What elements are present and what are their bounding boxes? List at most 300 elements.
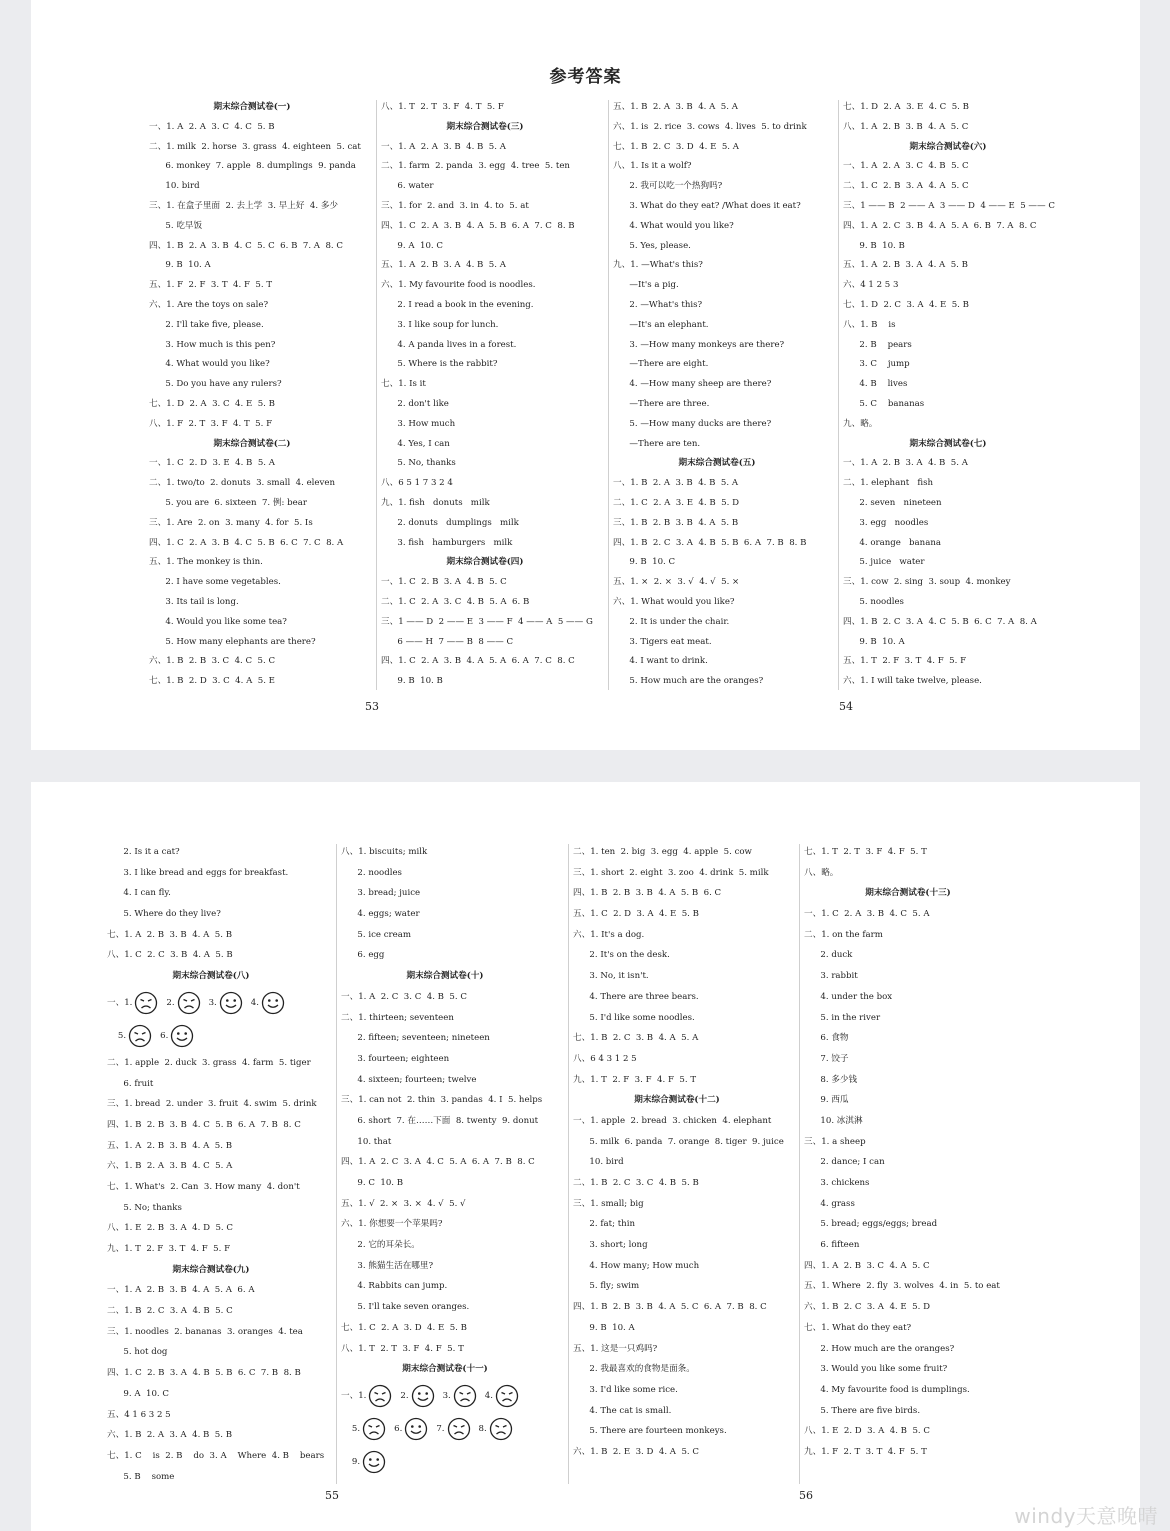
answer-line: 六、1. I will take twelve, please. xyxy=(843,676,982,687)
answer-line: 七、1. Is it xyxy=(381,379,426,390)
answer-line: 一、1. A 2. A 3. B 4. B 5. A xyxy=(381,141,506,152)
answer-line: 八、6 5 1 7 3 2 4 xyxy=(381,478,453,489)
answer-line: 7. 饺子 xyxy=(804,1053,849,1064)
answer-line: 一、1. apple 2. bread 3. chicken 4. elephant xyxy=(573,1115,772,1126)
answer-line: 3. How much is this pen? xyxy=(149,339,276,350)
answer-line: 3. rabbit xyxy=(804,971,858,982)
answer-line: —It's an elephant. xyxy=(613,319,709,330)
answer-number: 4. xyxy=(484,1391,493,1402)
answer-line: 5. 吃早饭 xyxy=(149,220,203,231)
answer-line: 二、1. milk 2. horse 3. grass 4. eighteen 5. cat xyxy=(149,141,361,152)
answer-line: 2. 它的耳朵长。 xyxy=(341,1240,420,1251)
emoji-answer xyxy=(251,991,285,1015)
answer-line: 8. 多少钱 xyxy=(804,1074,858,1085)
answer-line: 一、1. C 2. B 3. A 4. B 5. C xyxy=(381,577,507,588)
answer-line: 3. I like soup for lunch. xyxy=(381,319,499,330)
answer-line: 6. short 7. 在……下面 8. twenty 9. donut xyxy=(341,1115,539,1126)
answer-line: 5. How many elephants are there? xyxy=(149,636,316,647)
answer-line: 八、1. B is xyxy=(843,319,896,330)
answer-line: 五、1. Where 2. fly 3. wolves 4. in 5. to eat xyxy=(804,1281,1000,1292)
emoji-answer xyxy=(436,1417,470,1441)
sad-face-icon xyxy=(177,991,201,1015)
answer-line: 9. B 10. A xyxy=(149,260,211,271)
answer-line: 5. in the river xyxy=(804,1012,881,1023)
answer-line: 3. No, it isn't. xyxy=(573,971,649,982)
answer-line: 九、1. —What's this? xyxy=(613,260,703,271)
emoji-answer xyxy=(394,1417,428,1441)
sad-face-icon xyxy=(489,1417,513,1441)
answer-line: 3. What do they eat? /What does it eat? xyxy=(613,200,801,211)
watermark: windy天意晚晴 xyxy=(1014,1504,1158,1528)
emoji-answer xyxy=(479,1417,513,1441)
answer-line: 六、1. B 2. E 3. D 4. A 5. C xyxy=(573,1446,699,1457)
answer-line: 五、1. A 2. B 3. B 4. A 5. B xyxy=(107,1140,233,1151)
answer-line: 4. Would you like some tea? xyxy=(149,616,287,627)
answer-line: 5. Where is the rabbit? xyxy=(381,359,498,370)
smiley-face-icon xyxy=(362,1450,386,1474)
answer-line: 9. B 10. A xyxy=(843,636,905,647)
answer-line: 2. fat; thin xyxy=(573,1219,635,1230)
answer-line: 4. B lives xyxy=(843,379,908,390)
answer-line: 2. noodles xyxy=(341,867,402,878)
answer-line: 5. There are fourteen monkeys. xyxy=(573,1426,727,1437)
answer-line: 9. B 10. B xyxy=(381,676,443,687)
answer-number: 6. xyxy=(160,1030,169,1041)
column-2 xyxy=(381,98,603,692)
answer-line: 八、1. E 2. D 3. A 4. B 5. C xyxy=(804,1426,930,1437)
answer-line: 5. —How many ducks are there? xyxy=(613,418,772,429)
answer-line: 4. My favourite food is dumplings. xyxy=(804,1384,970,1395)
answer-line: 九、1. T 2. F 3. F 4. F 5. T xyxy=(573,1074,697,1085)
answer-line: —There are ten. xyxy=(613,438,701,449)
answer-line: 6. egg xyxy=(341,950,385,961)
column-divider xyxy=(336,844,337,1484)
answer-line: 五、1. B 2. A 3. B 4. A 5. A xyxy=(613,102,738,112)
answer-line: 一、1. B 2. A 3. B 4. B 5. A xyxy=(613,478,739,489)
answer-line: 四、1. C 2. A 3. B 4. A 5. A 6. A 7. C 8. C xyxy=(381,656,575,667)
answer-line: 一、1. A 2. A 3. C 4. B 5. C xyxy=(843,161,969,172)
answer-line: 2. Is it a cat? xyxy=(107,847,180,857)
answer-line: 九、1. fish donuts milk xyxy=(381,497,490,508)
answer-line: 八、6 4 3 1 2 5 xyxy=(573,1053,637,1064)
answer-line: 七、1. B 2. C 3. D 4. E 5. A xyxy=(613,141,739,152)
answer-line: 六、1. B 2. C 3. A 4. E 5. D xyxy=(804,1302,930,1313)
answer-line: 二、1. apple 2. duck 3. grass 4. farm 5. tiger xyxy=(107,1057,311,1068)
sad-face-icon xyxy=(362,1417,386,1441)
answer-line: 六、1. B 2. B 3. C 4. C 5. C xyxy=(149,656,276,667)
answer-line: 九、1. F 2. T 3. T 4. F 5. T xyxy=(804,1446,927,1457)
sad-face-icon xyxy=(134,991,158,1015)
smiley-face-icon xyxy=(404,1417,428,1441)
answer-line: 八、1. T 2. T 3. F 4. F 5. T xyxy=(341,1343,464,1354)
sad-face-icon xyxy=(453,1384,477,1408)
answer-line: 三、1. Are 2. on 3. many 4. for 5. Is xyxy=(149,517,313,528)
emoji-answer xyxy=(209,991,243,1015)
page-number-right: 54 xyxy=(839,700,853,713)
answer-line: 3. —How many monkeys are there? xyxy=(613,339,785,350)
answer-line: 五、1. C 2. D 3. A 4. E 5. B xyxy=(573,909,699,920)
answer-line: 2. 我最喜欢的食物是面条。 xyxy=(573,1364,695,1375)
answer-line: 9. A 10. C xyxy=(107,1388,169,1399)
answer-line: 五、1. A 2. B 3. A 4. B 5. A xyxy=(381,260,506,271)
column-2 xyxy=(341,842,563,1479)
answer-line: 七、1. D 2. A 3. E 4. C 5. B xyxy=(843,102,969,112)
answer-number: 2. xyxy=(400,1391,409,1402)
column-1 xyxy=(149,98,369,692)
section-heading: 期末综合测试卷(十一) xyxy=(402,1364,488,1375)
emoji-answer xyxy=(341,1450,386,1474)
answer-line: 3. Tigers eat meat. xyxy=(613,636,712,647)
answer-line: 6. 食物 xyxy=(804,1033,849,1044)
sad-face-icon xyxy=(128,1024,152,1048)
answer-line: 六、1. My favourite food is noodles. xyxy=(381,280,536,291)
emoji-answer xyxy=(341,1417,386,1441)
answer-line: 七、1. What's 2. Can 3. How many 4. don't xyxy=(107,1181,300,1192)
answer-line: 4. orange banana xyxy=(843,537,941,548)
answer-line: 5. Yes, please. xyxy=(613,240,691,251)
column-4 xyxy=(804,842,1026,1463)
answer-line: —There are eight. xyxy=(613,359,709,370)
answer-line: 八、1. E 2. B 3. A 4. D 5. C xyxy=(107,1223,233,1234)
smiley-face-icon xyxy=(219,991,243,1015)
answer-line: 6. fifteen xyxy=(804,1240,860,1251)
emoji-answer xyxy=(166,991,200,1015)
answer-line: 四、1. A 2. B 3. C 4. A 5. C xyxy=(804,1260,930,1271)
answer-line: 3. chickens xyxy=(804,1178,870,1188)
answer-line: 六、1. is 2. rice 3. cows 4. lives 5. to drink xyxy=(613,121,807,132)
column-divider xyxy=(608,100,609,690)
answer-number: 2. xyxy=(166,997,175,1008)
answer-line: 2. I have some vegetables. xyxy=(149,577,281,588)
answer-line: 八、略。 xyxy=(804,867,839,878)
answer-number: 3. xyxy=(208,997,217,1008)
answer-line: 2. dance; I can xyxy=(804,1157,885,1168)
smiley-face-icon xyxy=(170,1024,194,1048)
answer-line: 六、1. Are the toys on sale? xyxy=(149,299,269,310)
answer-line: 二、1. C 2. A 3. C 4. B 5. A 6. B xyxy=(381,596,530,607)
answer-line: 七、1. D 2. A 3. C 4. E 5. B xyxy=(149,398,275,409)
answer-number: 9. xyxy=(341,1457,361,1468)
answer-line: 一、1. A 2. B 3. A 4. B 5. A xyxy=(843,458,968,469)
answer-line: 五、1. The monkey is thin. xyxy=(149,557,263,568)
answer-line: 八、1. Is it a wolf? xyxy=(613,161,692,172)
answer-line: 3. C jump xyxy=(843,359,910,370)
answer-line: 七、1. A 2. B 3. B 4. A 5. B xyxy=(107,929,233,940)
page-number-left: 53 xyxy=(365,700,379,713)
answer-line: 五、1. √ 2. × 3. × 4. √ 5. √ xyxy=(341,1198,466,1209)
sad-face-icon xyxy=(447,1417,471,1441)
answer-line: 2. I read a book in the evening. xyxy=(381,299,534,310)
answer-line: 六、4 1 2 5 3 xyxy=(843,280,899,291)
answer-line: 六、1. 你想要一个苹果吗? xyxy=(341,1219,443,1230)
section-heading: 期末综合测试卷(五) xyxy=(678,458,756,469)
sad-face-icon xyxy=(495,1384,519,1408)
answer-line: 一、1. C 2. A 3. B 4. C 5. A xyxy=(804,909,930,920)
answer-line: 四、1. C 2. A 3. B 4. C 5. B 6. C 7. C 8. A xyxy=(149,537,344,548)
emoji-answer xyxy=(485,1384,519,1408)
answer-line: 四、1. B 2. B 3. B 4. A 5. C 6. A 7. B 8. C xyxy=(573,1302,767,1313)
answer-line: 三、1. B 2. B 3. B 4. A 5. B xyxy=(613,517,739,528)
emoji-answer xyxy=(160,1024,194,1048)
answer-line: 5. milk 6. panda 7. orange 8. tiger 9. juice xyxy=(573,1136,784,1147)
answer-line: 四、1. B 2. C 3. A 4. C 5. B 6. C 7. A 8. A xyxy=(843,616,1037,627)
emoji-answer xyxy=(107,1024,152,1048)
answer-line: 2. seven nineteen xyxy=(843,497,942,508)
answer-line: 5. fly; swim xyxy=(573,1281,640,1292)
answer-line: 5. How much are the oranges? xyxy=(613,676,764,687)
answer-line: 七、1. What do they eat? xyxy=(804,1322,912,1333)
answer-line: 5. ice cream xyxy=(341,929,411,940)
answer-line: 3. egg noodles xyxy=(843,517,929,528)
answer-line: 三、1 —— D 2 —— E 3 —— F 4 —— A 5 —— G xyxy=(381,616,593,627)
answer-line: —There are three. xyxy=(613,398,710,409)
answer-line: 四、1. B 2. B 3. B 4. C 5. B 6. A 7. B 8. C xyxy=(107,1119,301,1130)
answer-line: 4. under the box xyxy=(804,991,893,1002)
section-heading: 期末综合测试卷(四) xyxy=(446,557,524,568)
emoji-answer xyxy=(400,1384,434,1408)
answer-line: 七、1. B 2. C 3. B 4. A 5. A xyxy=(573,1033,699,1044)
answer-line: 三、1. a sheep xyxy=(804,1136,866,1147)
answer-line: 3. 熊猫生活在哪里? xyxy=(341,1260,434,1271)
answer-line: 三、1. noodles 2. bananas 3. oranges 4. tea xyxy=(107,1326,303,1337)
answer-line: 4. A panda lives in a forest. xyxy=(381,339,517,350)
answer-line: 3. Would you like some fruit? xyxy=(804,1364,948,1375)
section-heading: 期末综合测试卷(七) xyxy=(909,438,987,449)
answer-line: 9. 西瓜 xyxy=(804,1095,849,1106)
column-divider xyxy=(376,100,377,690)
answer-line: 2. don't like xyxy=(381,398,449,409)
answer-page-53-54 xyxy=(31,0,1140,750)
answer-line: 5. C bananas xyxy=(843,398,925,409)
answer-line: 3. How much xyxy=(381,418,456,429)
answer-line: 一、1. A 2. A 3. C 4. C 5. B xyxy=(149,121,275,132)
answer-page-55-56 xyxy=(31,782,1140,1531)
answer-line: 5. you are 6. sixteen 7. 例: bear xyxy=(149,497,307,508)
answer-line: 4. The cat is small. xyxy=(573,1405,672,1416)
section-heading: 期末综合测试卷(十三) xyxy=(865,888,951,899)
answer-line: 五、1. × 2. × 3. √ 4. √ 5. × xyxy=(613,577,740,588)
answer-line: 二、1. B 2. C 3. A 4. B 5. C xyxy=(107,1306,233,1317)
emoji-answer-row xyxy=(107,987,329,1020)
answer-line: 5. There are five birds. xyxy=(804,1405,921,1416)
answer-line: 6. fruit xyxy=(107,1078,154,1089)
answer-line: 七、1. C is 2. B do 3. A Where 4. B bears xyxy=(107,1450,325,1461)
answer-line: 二、1. elephant fish xyxy=(843,478,934,489)
answer-line: 3. Its tail is long. xyxy=(149,596,239,607)
answer-line: 4. grass xyxy=(804,1198,855,1209)
answer-line: 5. noodles xyxy=(843,596,904,607)
answer-line: 八、1. F 2. T 3. F 4. T 5. F xyxy=(149,418,273,429)
answer-line: 2. How much are the oranges? xyxy=(804,1343,955,1354)
answer-line: 4. Yes, I can xyxy=(381,438,450,449)
answer-line: 二、1. C 2. B 3. A 4. A 5. C xyxy=(843,181,969,192)
smiley-face-icon xyxy=(411,1384,435,1408)
answer-line: 3. I'd like some rice. xyxy=(573,1384,678,1395)
answer-line: 4. How many; How much xyxy=(573,1260,700,1271)
emoji-answer-row xyxy=(341,1380,563,1413)
answer-line: 4. What would you like? xyxy=(149,359,270,370)
answer-line: 四、1. B 2. B 3. B 4. A 5. B 6. C xyxy=(573,888,722,899)
answer-line: 三、1. can not 2. thin 3. pandas 4. I 5. helps xyxy=(341,1095,543,1106)
answer-line: 三、1. 在盒子里面 2. 去上学 3. 早上好 4. 多少 xyxy=(149,200,339,211)
emoji-answer xyxy=(107,991,158,1015)
section-heading: 期末综合测试卷(三) xyxy=(446,121,524,132)
answer-line: 二、1. on the farm xyxy=(804,929,883,940)
answer-line: 四、1. A 2. C 3. A 4. C 5. A 6. A 7. B 8. C xyxy=(341,1157,535,1168)
answer-line: 九、1. T 2. F 3. T 4. F 5. F xyxy=(107,1244,231,1254)
answer-line: 六、1. B 2. A 3. A 4. B 5. B xyxy=(107,1430,233,1441)
answer-line: 七、1. C 2. A 3. D 4. E 5. B xyxy=(341,1322,467,1333)
answer-line: 5. hot dog xyxy=(107,1347,168,1358)
answer-line: 4. eggs; water xyxy=(341,909,420,920)
column-3 xyxy=(613,98,835,692)
answer-line: 一、1. C 2. D 3. E 4. B 5. A xyxy=(149,458,275,469)
answer-line: 五、1. 这是一只鸡吗? xyxy=(573,1343,658,1354)
answer-line: 4. I can fly. xyxy=(107,888,171,899)
answer-line: 9. C 10. B xyxy=(341,1178,404,1188)
answer-number: 一、1. xyxy=(341,1391,367,1402)
emoji-answer xyxy=(341,1384,392,1408)
section-heading: 期末综合测试卷(一) xyxy=(213,102,291,112)
answer-line: 3. short; long xyxy=(573,1240,648,1251)
answer-line: 3. fish hamburgers milk xyxy=(381,537,513,548)
answer-line: 八、1. C 2. C 3. B 4. A 5. B xyxy=(107,950,233,961)
answer-line: 4. There are three bears. xyxy=(573,991,699,1002)
answer-line: 七、1. D 2. C 3. A 4. E 5. B xyxy=(843,299,969,310)
answer-line: 七、1. B 2. D 3. C 4. A 5. E xyxy=(149,676,275,687)
answer-line: 2. fifteen; seventeen; nineteen xyxy=(341,1033,490,1044)
smiley-face-icon xyxy=(261,991,285,1015)
section-heading: 期末综合测试卷(二) xyxy=(213,438,291,449)
answer-line: 八、1. A 2. B 3. B 4. A 5. C xyxy=(843,121,969,132)
answer-line: 二、1. farm 2. panda 3. egg 4. tree 5. ten xyxy=(381,161,570,172)
answer-line: 9. B 10. A xyxy=(573,1322,635,1333)
answer-line: 三、1. for 2. and 3. in 4. to 5. at xyxy=(381,200,529,211)
emoji-answer xyxy=(443,1384,477,1408)
answer-line: 四、1. A 2. C 3. B 4. A 5. A 6. B 7. A 8. C xyxy=(843,220,1037,231)
answer-line: 四、1. C 2. A 3. B 4. A 5. B 6. A 7. C 8. B xyxy=(381,220,575,231)
answer-line: 2. B pears xyxy=(843,339,912,350)
answer-line: 四、1. B 2. A 3. B 4. C 5. C 6. B 7. A 8. C xyxy=(149,240,343,251)
answer-line: —It's a pig. xyxy=(613,280,679,291)
answer-line: 五、4 1 6 3 2 5 xyxy=(107,1409,171,1420)
answer-line: 八、1. biscuits; milk xyxy=(341,847,428,857)
answer-line: 八、1. T 2. T 3. F 4. T 5. F xyxy=(381,102,504,112)
answer-line: 五、1. T 2. F 3. T 4. F 5. F xyxy=(843,656,967,667)
column-3 xyxy=(573,842,795,1463)
column-1 xyxy=(107,842,329,1487)
answer-line: 5. B some xyxy=(107,1471,175,1482)
column-4 xyxy=(843,98,1067,692)
answer-number: 5. xyxy=(107,1030,127,1041)
answer-line: 6. monkey 7. apple 8. dumplings 9. panda xyxy=(149,161,356,172)
answer-line: 4. Rabbits can jump. xyxy=(341,1281,448,1292)
column-divider xyxy=(799,844,800,1484)
answer-line: 二、1. B 2. C 3. C 4. B 5. B xyxy=(573,1178,699,1188)
answer-line: 9. A 10. C xyxy=(381,240,443,251)
answer-number: 6. xyxy=(394,1424,403,1435)
answer-line: 六、1. B 2. A 3. B 4. C 5. A xyxy=(107,1161,233,1172)
answer-line: 二、1. two/to 2. donuts 3. small 4. eleven xyxy=(149,478,335,489)
answer-number: 4. xyxy=(250,997,259,1008)
answer-line: 5. Where do they live? xyxy=(107,909,221,920)
answer-line: 五、1. F 2. F 3. T 4. F 5. T xyxy=(149,280,273,291)
answer-line: 10. 冰淇淋 xyxy=(804,1115,863,1126)
page-number-left: 55 xyxy=(325,1489,339,1502)
answer-line: 2. —What's this? xyxy=(613,299,703,310)
answer-line: 三、1. short 2. eight 3. zoo 4. drink 5. milk xyxy=(573,867,769,878)
answer-line: 5. No, thanks xyxy=(381,458,456,469)
answer-number: 一、1. xyxy=(107,997,133,1008)
answer-line: 三、1. bread 2. under 3. fruit 4. swim 5. drink xyxy=(107,1099,317,1110)
answer-number: 5. xyxy=(341,1424,361,1435)
answer-line: 5. I'd like some noodles. xyxy=(573,1012,695,1023)
answer-line: 五、1. A 2. B 3. A 4. A 5. B xyxy=(843,260,968,271)
answer-line: 2. It is under the chair. xyxy=(613,616,730,627)
answer-line: 六、1. What would you like? xyxy=(613,596,735,607)
answer-line: 2. donuts dumplings milk xyxy=(381,517,519,528)
answer-line: 三、1. small; big xyxy=(573,1198,644,1209)
answer-line: 6. water xyxy=(381,181,434,192)
answer-line: 二、1. C 2. A 3. E 4. B 5. D xyxy=(613,497,739,508)
answer-line: 二、1. thirteen; seventeen xyxy=(341,1012,454,1023)
answer-line: 5. I'll take seven oranges. xyxy=(341,1302,470,1313)
answer-line: 2. 我可以吃一个热狗吗? xyxy=(613,181,723,192)
answer-number: 3. xyxy=(442,1391,451,1402)
answer-line: 10. bird xyxy=(573,1157,624,1168)
answer-line: 3. fourteen; eighteen xyxy=(341,1053,450,1064)
answer-line: 2. It's on the desk. xyxy=(573,950,670,961)
section-heading: 期末综合测试卷(九) xyxy=(172,1264,250,1275)
answer-line: 9. B 10. C xyxy=(613,557,676,568)
answer-line: 四、1. B 2. C 3. A 4. B 5. B 6. A 7. B 8. B xyxy=(613,537,807,548)
answer-line: 4. I want to drink. xyxy=(613,656,708,667)
answer-line: 10. that xyxy=(341,1136,392,1147)
answer-number: 7. xyxy=(436,1424,445,1435)
answer-line: 2. I'll take five, please. xyxy=(149,319,264,330)
answer-line: 一、1. A 2. B 3. B 4. A 5. A 6. A xyxy=(107,1285,255,1296)
answer-line: 二、1. ten 2. big 3. egg 4. apple 5. cow xyxy=(573,847,752,857)
page-title: 参考答案 xyxy=(549,67,622,87)
answer-number: 8. xyxy=(478,1424,487,1435)
answer-line: 3. bread; juice xyxy=(341,888,421,899)
answer-line: 5. Do you have any rulers? xyxy=(149,379,282,390)
answer-line: 4. sixteen; fourteen; twelve xyxy=(341,1074,477,1085)
page-number-right: 56 xyxy=(799,1489,813,1502)
answer-line: 5. No; thanks xyxy=(107,1202,182,1213)
answer-line: 4. What would you like? xyxy=(613,220,734,231)
column-divider xyxy=(838,100,839,690)
answer-line: 七、1. T 2. T 3. F 4. F 5. T xyxy=(804,847,927,857)
section-heading: 期末综合测试卷(十二) xyxy=(634,1095,720,1106)
answer-line: 5. juice water xyxy=(843,557,925,568)
answer-line: 10. bird xyxy=(149,181,200,192)
section-heading: 期末综合测试卷(八) xyxy=(172,971,250,982)
answer-line: 9. B 10. B xyxy=(843,240,905,251)
answer-line: 2. duck xyxy=(804,950,853,961)
answer-line: 4. —How many sheep are there? xyxy=(613,379,772,390)
sad-face-icon xyxy=(368,1384,392,1408)
answer-line: 三、1. cow 2. sing 3. soup 4. monkey xyxy=(843,577,1011,588)
answer-line: 6 —— H 7 —— B 8 —— C xyxy=(381,636,514,647)
answer-line: 六、1. It's a dog. xyxy=(573,929,645,940)
emoji-answer-row xyxy=(341,1413,563,1446)
answer-line: 5. bread; eggs/eggs; bread xyxy=(804,1219,938,1230)
answer-line: 九、略。 xyxy=(843,418,878,429)
answer-line: 3. I like bread and eggs for breakfast. xyxy=(107,867,289,878)
column-divider xyxy=(568,844,569,1484)
section-heading: 期末综合测试卷(十) xyxy=(406,971,484,982)
